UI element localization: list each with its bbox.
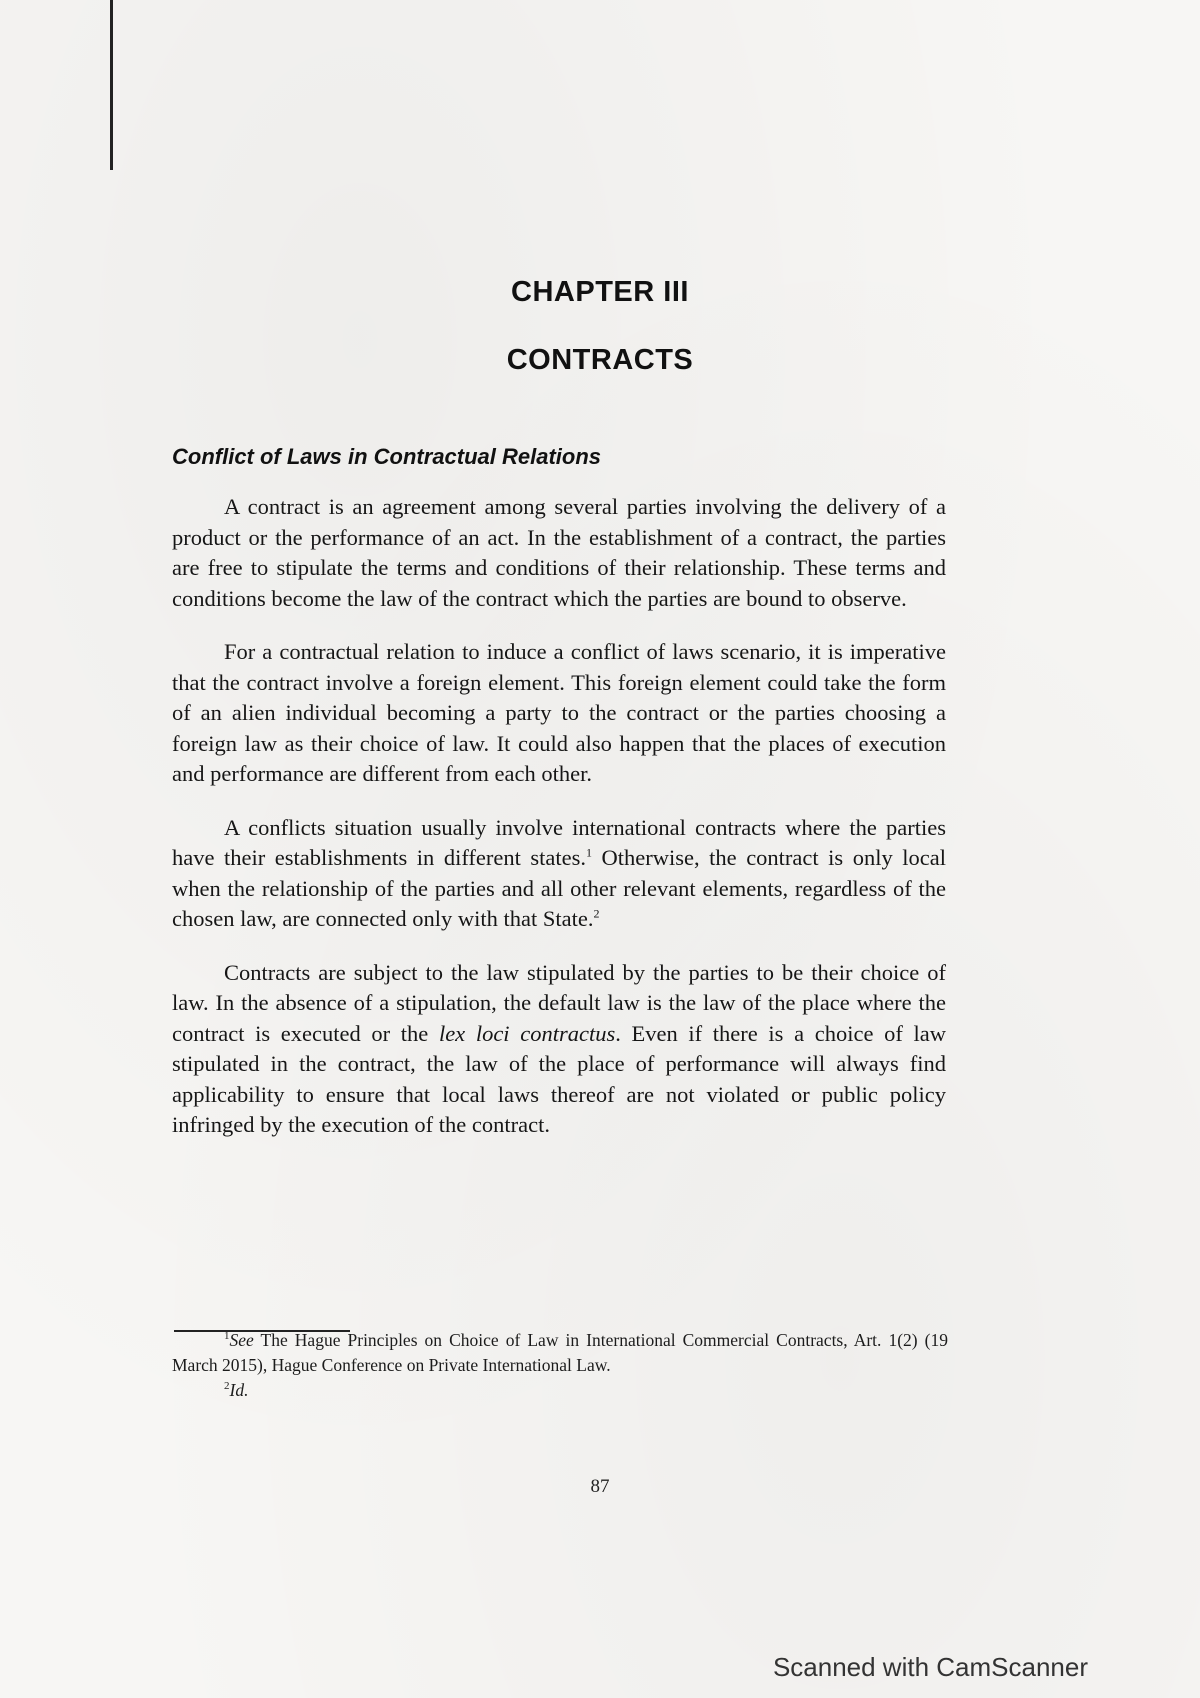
footnote-reference[interactable]: 2 bbox=[593, 906, 600, 921]
scanner-watermark: Scanned with CamScanner bbox=[772, 1652, 1088, 1682]
paragraph-text: . Even if there is a choice of law stipulated in the contract, the law of the place of performance will always find applicability to ensure that local laws thereof are not violated or public policy infringed by the execution of the contract. bbox=[172, 1020, 946, 1137]
footnote-text: The Hague Principles on Choice of Law in International Commercial Contracts, Art. 1(2) (19 March 2015), Hague Conference on Private International Law. bbox=[172, 1330, 948, 1375]
page-number: 87 bbox=[590, 1476, 610, 1497]
chapter-title: CONTRACTS bbox=[506, 344, 694, 376]
paragraph-text: Contracts are subject to the law stipulated by the parties to be their choice of law. In the absence of a stipulation, the default law is the law of the place where the contract is executed or the bbox=[172, 959, 946, 1046]
paragraph-text: Otherwise, the contract is only local when the relationship of the parties and all other relevant elements, regardless of the chosen law, are connected only with that State. bbox=[172, 845, 946, 931]
paragraph bbox=[172, 813, 946, 935]
footnote-item bbox=[172, 1378, 948, 1403]
footnotes bbox=[172, 1328, 948, 1403]
body-text bbox=[172, 492, 946, 1164]
paragraph: For a contractual relation to induce a conflict of laws scenario, it is imperative that the contract involve a foreign element. This foreign element could take the form of an alien individual becoming a party to the contract or the parties choosing a foreign law as their choice of law. It could also happen that the places of execution and performance are different from each other. bbox=[172, 639, 946, 786]
italic-term: lex loci contractus bbox=[438, 1020, 616, 1046]
footnote-signal: Id. bbox=[229, 1380, 249, 1400]
page-edge-shadow bbox=[110, 0, 113, 170]
footnote-reference[interactable]: 1 bbox=[586, 845, 593, 860]
paragraph bbox=[172, 958, 946, 1141]
footnote-number: 1 bbox=[224, 1330, 230, 1343]
paragraph: A contract is an agreement among several parties involving the delivery of a product or the performance of an act. In the establishment of a contract, the parties are free to stipulate the terms and conditions of their relationship. These terms and conditions become the law of the contract which the parties are bound to observe. bbox=[172, 494, 946, 611]
footnote-signal: See bbox=[229, 1330, 254, 1350]
section-heading: Conflict of Laws in Contractual Relations bbox=[172, 444, 602, 469]
paragraph-text: A conflicts situation usually involve international contracts where the parties have their establishments in different states. bbox=[172, 814, 946, 870]
footnote-item bbox=[172, 1328, 948, 1378]
footnote-number: 2 bbox=[224, 1380, 230, 1393]
chapter-heading: CHAPTER III bbox=[511, 276, 689, 308]
